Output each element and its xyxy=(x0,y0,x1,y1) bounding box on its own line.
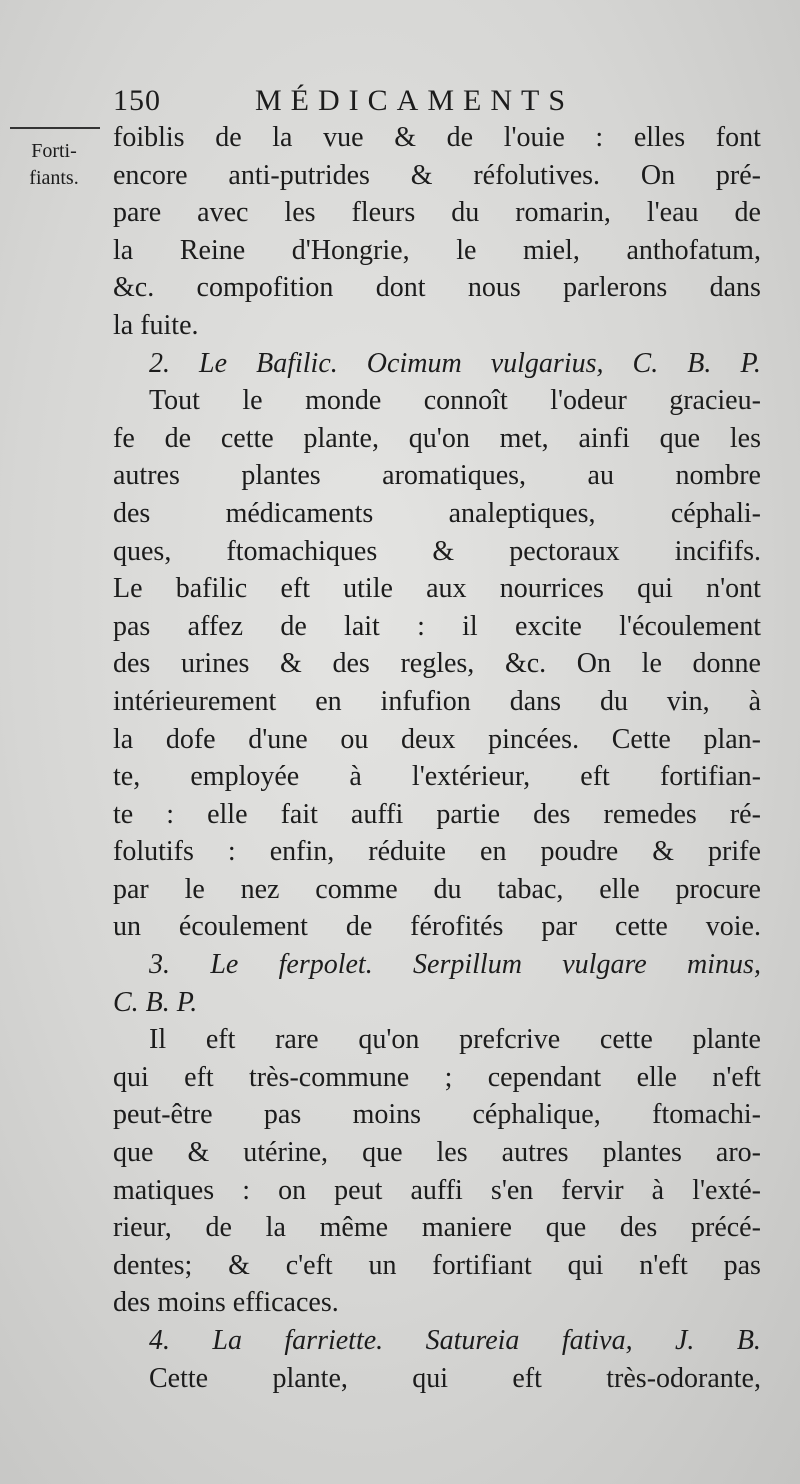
text-line: encore anti-putrides & réfolutives. On pré- xyxy=(113,159,761,191)
text-line: que & utérine, que les autres plantes aro- xyxy=(113,1137,761,1169)
text-line: autres plantes aromatiques, au nombre xyxy=(113,460,761,492)
text-line: pare avec les fleurs du romarin, l'eau de xyxy=(113,197,761,229)
text-line: des médicaments analeptiques, céphali- xyxy=(113,497,761,529)
text-line: la fuite. xyxy=(113,309,199,341)
text-line: des urines & des regles, &c. On le donne xyxy=(113,648,761,680)
margin-note-line: fiants. xyxy=(29,167,79,189)
text-line: par le nez comme du tabac, elle procure xyxy=(113,873,761,905)
text-line: 3. Le ferpolet. Serpillum vulgare minus, xyxy=(149,949,761,981)
text-line: Tout le monde connoît l'odeur gracieu- xyxy=(149,385,761,417)
margin-note-line: Forti- xyxy=(31,140,77,162)
text-line: te, employée à l'extérieur, eft fortifian- xyxy=(113,761,761,793)
text-line: C. B. P. xyxy=(113,986,198,1018)
body-text xyxy=(113,122,761,1400)
text-line: ques, ftomachiques & pectoraux incififs. xyxy=(113,535,761,567)
text-line: pas affez de lait : il excite l'écoulement xyxy=(113,610,761,642)
text-line: la Reine d'Hongrie, le miel, anthofatum, xyxy=(113,234,761,266)
text-line: Cette plante, qui eft très-odorante, xyxy=(149,1362,761,1394)
text-line: matiques : on peut auffi s'en fervir à l'exté- xyxy=(113,1174,761,1206)
text-line: &c. compofition dont nous parlerons dans xyxy=(113,272,761,304)
text-line: 4. La farriette. Satureia fativa, J. B. xyxy=(149,1325,761,1356)
text-line: dentes; & c'eft un fortifiant qui n'eft pas xyxy=(113,1249,761,1281)
text-line: fe de cette plante, qu'on met, ainfi que les xyxy=(113,422,761,454)
text-line: un écoulement de férofités par cette voie. xyxy=(113,911,761,943)
text-line: intérieurement en infufion dans du vin, à xyxy=(113,685,761,717)
text-line: Il eft rare qu'on prefcrive cette plante xyxy=(149,1024,761,1056)
text-line: foiblis de la vue & de l'ouie : elles font xyxy=(113,122,761,153)
text-line: la dofe d'une ou deux pincées. Cette plan- xyxy=(113,723,761,755)
text-line: peut-être pas moins céphalique, ftomachi- xyxy=(113,1099,761,1131)
margin-note xyxy=(8,138,100,192)
text-line: te : elle fait auffi partie des remedes ré- xyxy=(113,798,761,830)
text-line: qui eft très-commune ; cependant elle n'eft xyxy=(113,1061,761,1093)
page-header xyxy=(113,84,753,124)
running-title: MÉDICAMENTS xyxy=(255,84,575,117)
page-number: 150 xyxy=(113,84,161,117)
text-line: folutifs : enfin, réduite en poudre & prife xyxy=(113,836,761,868)
text-line: des moins efficaces. xyxy=(113,1287,339,1319)
margin-rule xyxy=(10,127,100,129)
text-line: Le bafilic eft utile aux nourrices qui n'ont xyxy=(113,573,761,605)
text-line: rieur, de la même maniere que des précé- xyxy=(113,1212,761,1244)
text-line: 2. Le Bafilic. Ocimum vulgarius, C. B. P. xyxy=(149,347,761,379)
